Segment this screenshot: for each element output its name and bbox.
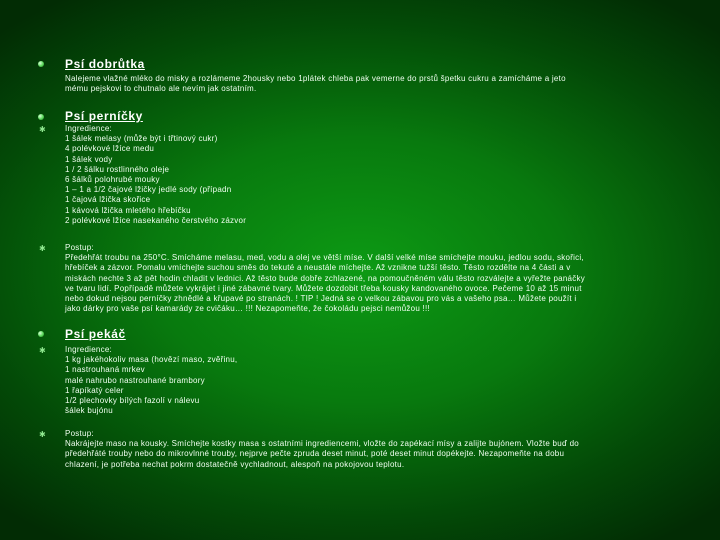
star-bullet-icon: ✱: [39, 244, 46, 253]
section-body-psi-dobrutka: Nalejeme vlažné mléko do misky a rozlámeme 2housky nebo 1plátek chleba pak vemerne do prstů špetku cukru a zamícháme a jeto mému pejskovi to chutnalo ale nevím jak ostatním.: [65, 74, 566, 94]
procedure-psi-pekac: Postup: Nakrájejte maso na kousky. Smíchejte kostky masa s ostatními ingrediencemi, vložte do zapékací mísy a zalijte bujónem. Vložte buď do předehřáté trouby nebo do mikrovlnné trouby, nejprve pečte zpruda deset minut, poté deset minut dopékejte. Nezapomeňte na dobu chlazení, je potřeba nechat pokrm dostatečně vychladnout, alespoň na pokojovou teplotu.: [65, 429, 579, 469]
section-title-psi-pernicky: Psí perníčky: [65, 109, 143, 123]
round-bullet-icon: [38, 114, 44, 120]
star-bullet-icon: ✱: [39, 125, 46, 134]
procedure-psi-pernicky: Postup: Předehřát troubu na 250°C. Smícháme melasu, med, vodu a olej ve větší míse. V další velké míse smíchejte mouku, jedlou sodu, skořici, hřebíček a zázvor. Pomalu vmíchejte suchou směs do tekuté a neustále míchejte. Až vznikne tužší těsto. Těsto rozdělte na 4 části a v miskách nechte 3 až pět hodin chladit v lednici. Až těsto bude dobře zchlazené, na pomoučněném válu těsto rozválejte a vyřežte panáčky ve tvaru lidí. Popřípadě můžete vykrájet i jiné zábavné tvary. Můžete dozdobit třeba kousky kandovaného ovoce. Pečeme 10 až 15 minut nebo dokud nejsou perníčky zhnědlé a křupavé po stranách. ! TIP ! Jedná se o velkou zábavou pro vás a vašeho psa… Můžete použít i jako dárky pro vaše psí kamarády ze cvičáku… !!! Nezapomeňte, že čokoládu pejsci nemůžou !!!: [65, 243, 586, 314]
star-bullet-icon: ✱: [39, 430, 46, 439]
section-title-psi-dobrutka: Psí dobrůtka: [65, 57, 145, 71]
ingredients-psi-pernicky: Ingredience: 1 šálek melasy (může být i třtinový cukr) 4 polévkové lžíce medu 1 šálek vody 1 / 2 šálku rostlinného oleje 6 šálků polohrubé mouky 1 – 1 a 1/2 čajové lžičky jedlé sody (případn 1 čajová lžička skořice 1 kávová lžička mletého hřebíčku 2 polévkové lžíce nasekaného čerstvého zázvor: [65, 124, 247, 225]
round-bullet-icon: [38, 331, 44, 337]
ingredients-psi-pekac: Ingredience: 1 kg jakéhokoliv masa (hovězí maso, zvěřinu, 1 nastrouhaná mrkev malé nahrubo nastrouhané brambory 1 řapíkatý celer 1/2 plechovky bílých fazolí v nálevu šálek bujónu: [65, 345, 238, 416]
round-bullet-icon: [38, 61, 44, 67]
star-bullet-icon: ✱: [39, 346, 46, 355]
section-title-psi-pekac: Psí pekáč: [65, 327, 126, 341]
